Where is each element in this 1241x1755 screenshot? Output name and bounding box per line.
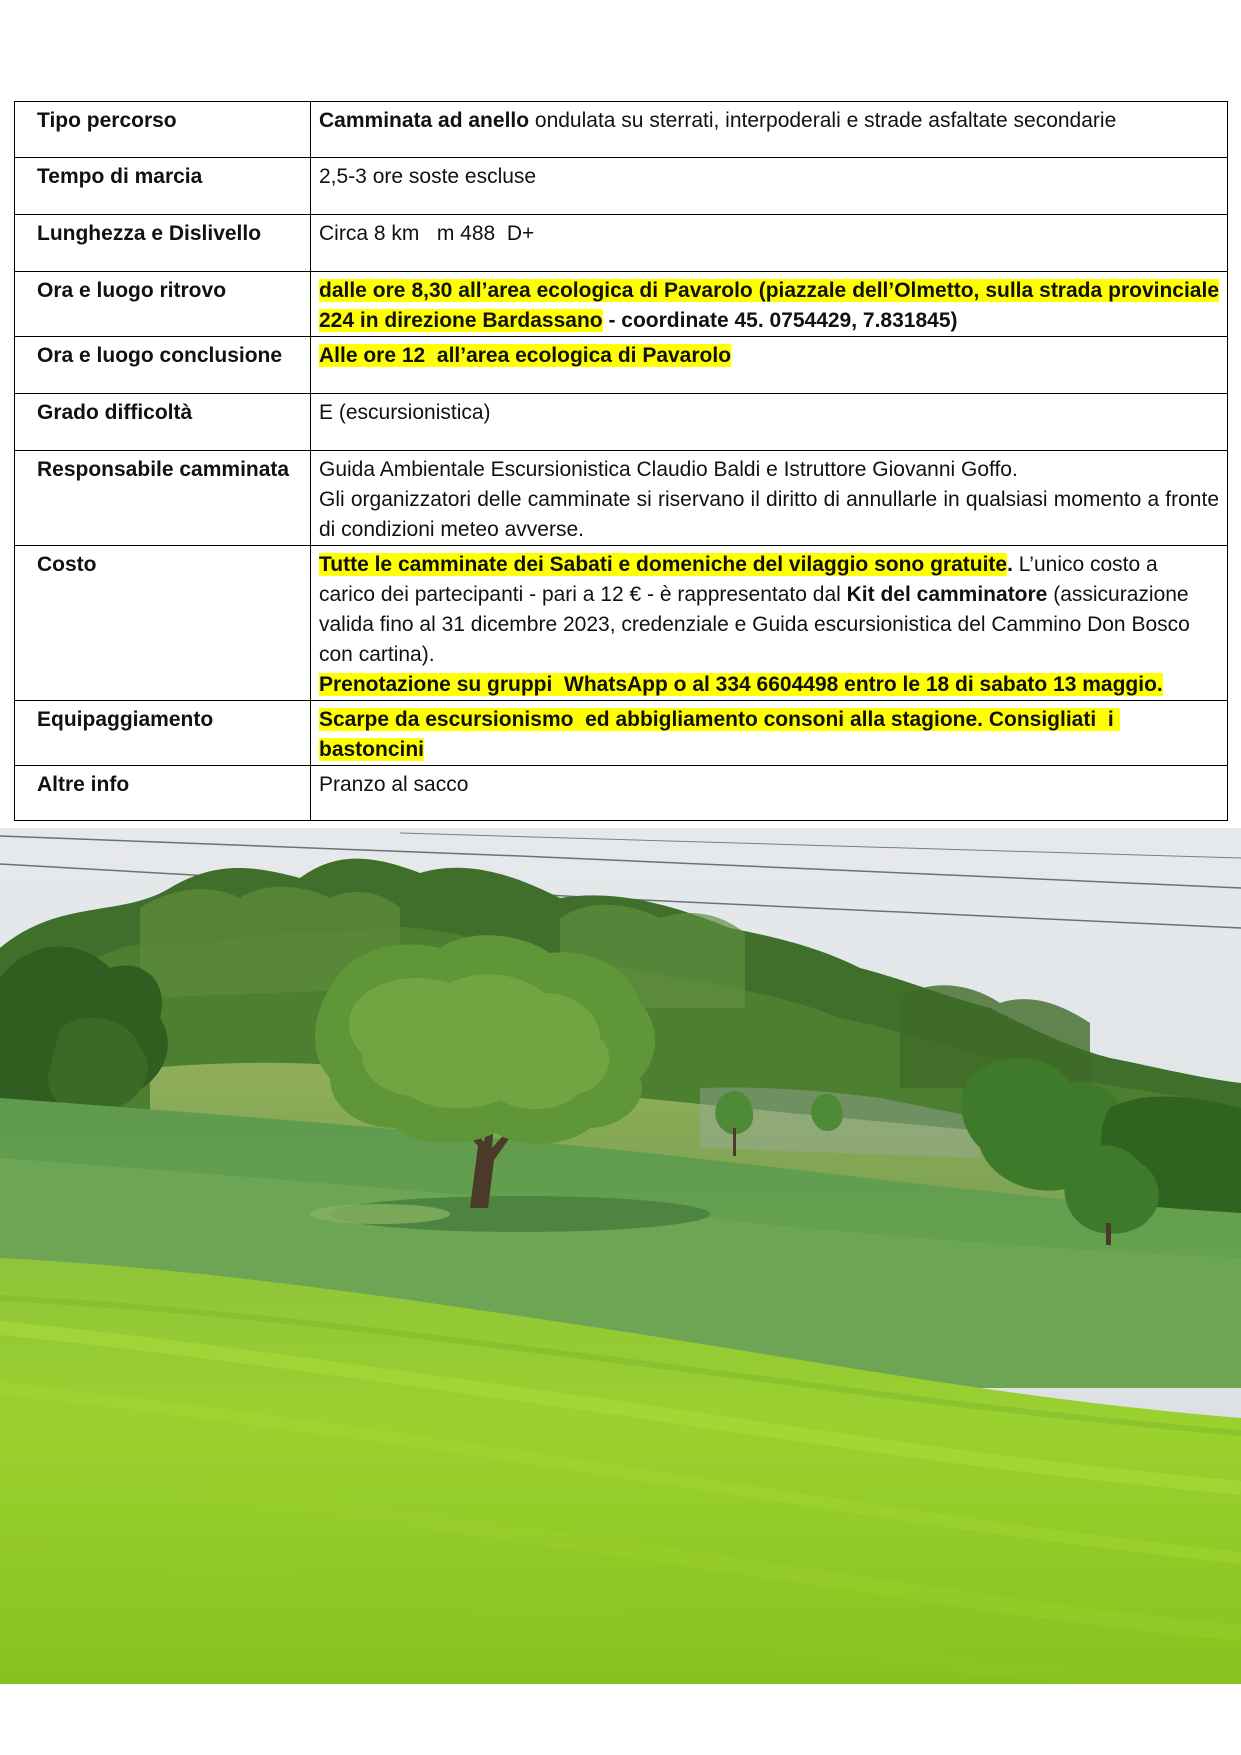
kit-details: (assicurazione valida fino al 31 dicembre 2023, credenziale e Guida escursionistica del Cammino Don Bosco con cartina). (319, 583, 1190, 666)
end-place-highlight: Alle ore 12 all’area ecologica di Pavarolo (319, 344, 732, 367)
meeting-coordinates: - coordinate 45. 0754429, 7.831845) (602, 309, 958, 332)
guide-names: Guida Ambientale Escursionistica Claudio Baldi e Istruttore Giovanni Goffo. (319, 458, 1018, 481)
cancellation-notice: Gli organizzatori delle camminate si riservano il diritto di annullarle in qualsiasi momento a fronte di condizioni meteo avverse. (319, 488, 1219, 541)
row-label: Lunghezza e Dislivello (15, 215, 311, 272)
kit-name: Kit del camminatore (846, 583, 1048, 606)
table-row (15, 272, 1228, 337)
landscape-photo (0, 828, 1241, 1684)
route-type-bold: Camminata ad anello (319, 109, 530, 132)
meeting-place-highlight: dalle ore 8,30 all’area ecologica di Pavarolo (piazzale dell’Olmetto, sulla strada provinciale 224 in direzione Bardassano (319, 279, 1219, 332)
hike-info-table (14, 101, 1228, 821)
table-row (15, 215, 1228, 272)
row-label: Costo (15, 546, 311, 701)
free-walks-highlight: Tutte le camminate dei Sabati e domeniche del vilaggio sono gratuite (319, 553, 1008, 576)
row-label: Ora e luogo conclusione (15, 337, 311, 394)
table-row (15, 766, 1228, 821)
row-label: Altre info (15, 766, 311, 821)
booking-highlight: Prenotazione su gruppi WhatsApp o al 334 6604498 entro le 18 di sabato 13 maggio. (319, 673, 1163, 696)
table-row (15, 102, 1228, 158)
table-row (15, 701, 1228, 766)
table-row (15, 451, 1228, 546)
route-type-text: ondulata su sterrati, interpoderali e strade asfaltate secondarie (529, 109, 1117, 132)
row-value: 2,5-3 ore soste escluse (311, 158, 1228, 215)
row-value (311, 451, 1228, 546)
table-row (15, 546, 1228, 701)
equipment-highlight: Scarpe da escursionismo ed abbigliamento consoni alla stagione. Consigliati i bastoncini (319, 708, 1120, 761)
row-value: E (escursionistica) (311, 394, 1228, 451)
row-label: Responsabile camminata (15, 451, 311, 546)
row-value (311, 546, 1228, 701)
row-value (311, 102, 1228, 158)
cost-period: . (1007, 553, 1013, 576)
row-value (311, 272, 1228, 337)
row-value: Pranzo al sacco (311, 766, 1228, 821)
table-row (15, 394, 1228, 451)
row-label: Ora e luogo ritrovo (15, 272, 311, 337)
table-row (15, 158, 1228, 215)
table-row (15, 337, 1228, 394)
row-value: Circa 8 km m 488 D+ (311, 215, 1228, 272)
row-label: Tipo percorso (15, 102, 311, 158)
row-value (311, 337, 1228, 394)
row-value (311, 701, 1228, 766)
row-label: Tempo di marcia (15, 158, 311, 215)
row-label: Equipaggiamento (15, 701, 311, 766)
cost-text: L’unico costo a carico dei partecipanti - pari a 12 € - è rappresentato dal (319, 553, 1158, 606)
row-label: Grado difficoltà (15, 394, 311, 451)
